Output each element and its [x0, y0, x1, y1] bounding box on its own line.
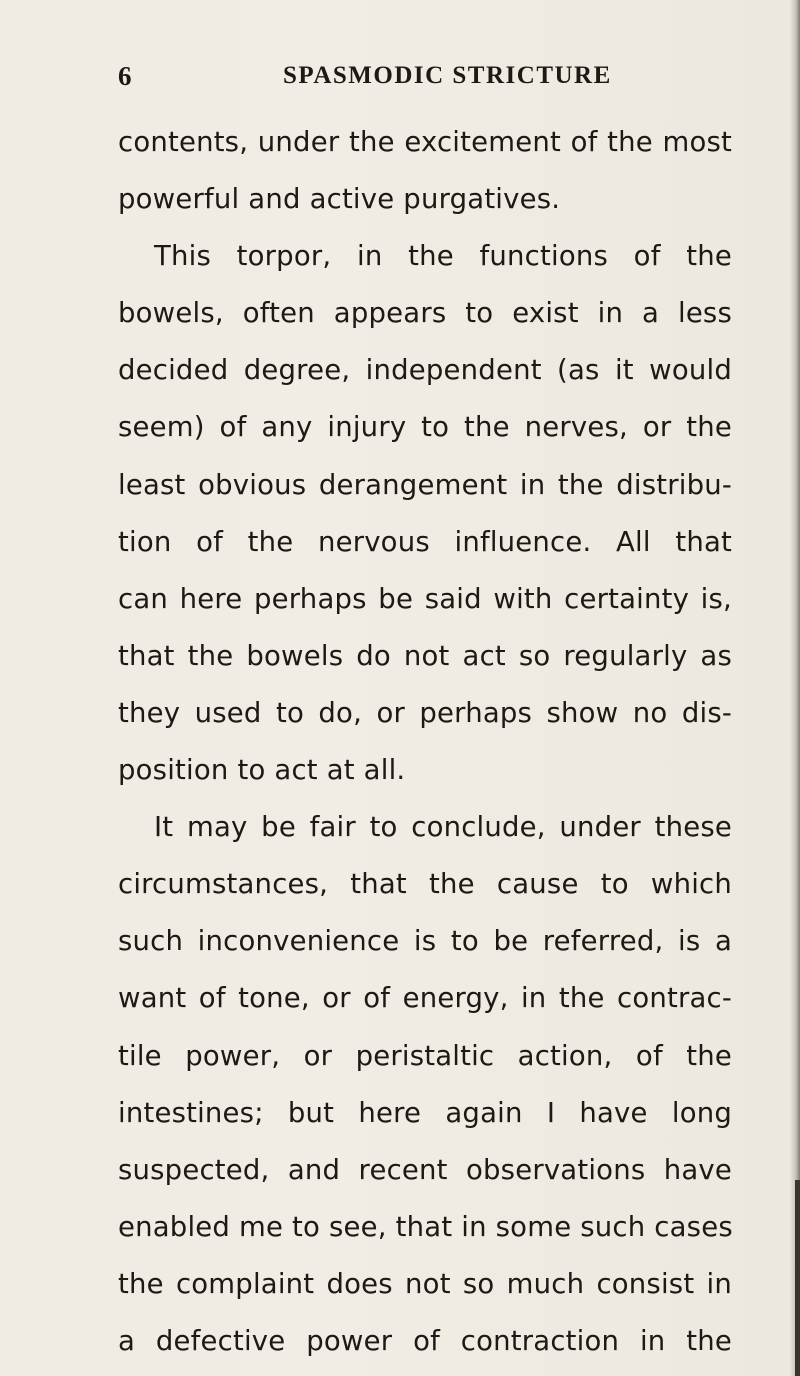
text-line: the complaint does not so much consist in	[118, 1267, 732, 1300]
text-line: tile power, or peristaltic action, of the	[118, 1039, 732, 1072]
text-line: position to act at all.	[118, 754, 406, 787]
page-header	[118, 58, 688, 98]
text-line: circumstances, that the cause to which	[118, 868, 732, 901]
text-line: a defective power of contraction in the	[118, 1324, 732, 1357]
text-line: It may be fair to conclude, under these	[154, 811, 732, 844]
text-line: powerful and active purgatives.	[118, 183, 561, 216]
text-line: can here perhaps be said with certainty is,	[118, 582, 732, 615]
text-line: contents, under the excitement of the most	[118, 126, 732, 158]
page-edge-binding	[795, 1180, 800, 1376]
text-line: tion of the nervous influence. All that	[118, 525, 732, 558]
text-line: they used to do, or perhaps show no dis-	[118, 696, 732, 729]
text-line: enabled me to see, that in some such cases	[118, 1210, 733, 1243]
text-line: such inconvenience is to be referred, is a	[118, 925, 732, 958]
text-line: want of tone, or of energy, in the contrac-	[118, 982, 732, 1015]
running-head: SPASMODIC STRICTURE	[283, 62, 612, 89]
text-line: decided degree, independent (as it would	[118, 354, 732, 387]
text-line: that the bowels do not act so regularly as	[118, 639, 732, 672]
page-number: 6	[118, 61, 132, 91]
text-line: This torpor, in the functions of the	[154, 240, 732, 273]
text-line: intestines; but here again I have long	[118, 1096, 732, 1129]
text-line: seem) of any injury to the nerves, or the	[118, 411, 732, 444]
text-line: least obvious derangement in the distribu-	[118, 468, 732, 501]
body-text	[118, 114, 732, 1370]
page-edge-shadow	[790, 0, 800, 1376]
text-line: suspected, and recent observations have	[118, 1153, 732, 1186]
text-line: bowels, often appears to exist in a less	[118, 297, 732, 330]
